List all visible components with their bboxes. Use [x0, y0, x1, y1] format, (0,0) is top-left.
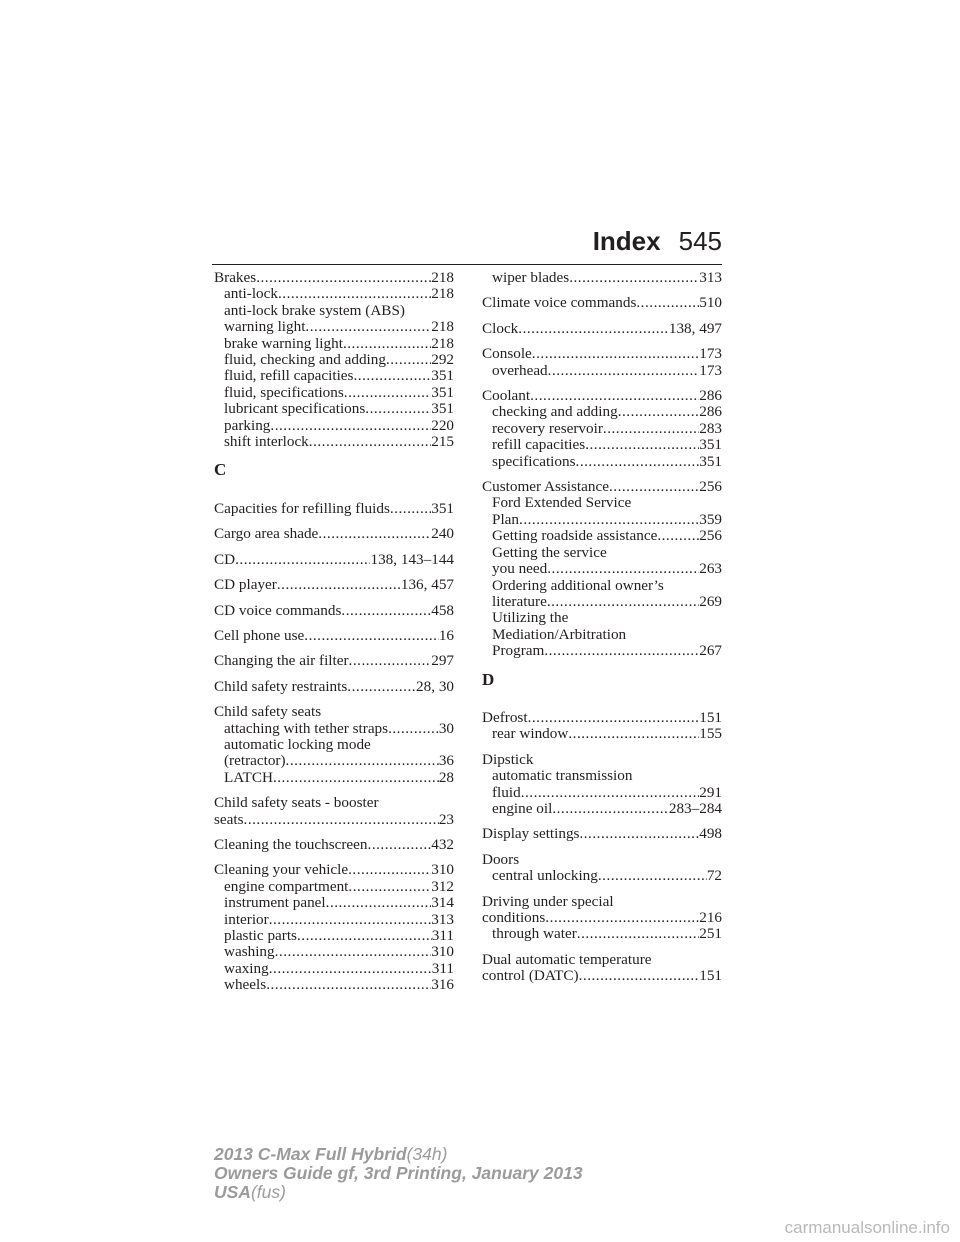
dot-leader — [579, 826, 699, 842]
index-subentry — [214, 912, 454, 928]
dot-leader — [518, 321, 669, 337]
index-term: Console — [482, 345, 532, 363]
dot-leader — [528, 710, 700, 726]
index-term: Dipstick — [482, 750, 534, 768]
index-term: waxing — [224, 959, 269, 977]
index-subentry — [214, 303, 454, 319]
page-reference: 283 — [699, 419, 722, 437]
page-title: Index — [592, 226, 661, 256]
page-reference: 151 — [699, 708, 722, 726]
page-reference: 351 — [431, 383, 454, 401]
index-term-line — [214, 577, 454, 593]
dot-leader — [609, 479, 699, 495]
dot-leader — [341, 603, 431, 619]
index-term: Ford Extended Service — [492, 494, 632, 512]
index-term: refill capacities — [492, 436, 586, 454]
index-subentry — [482, 270, 722, 286]
index-term: fluid, refill capacities — [224, 367, 354, 385]
index-term: literature — [492, 592, 547, 610]
page-reference: 173 — [699, 361, 722, 379]
page-reference: 72 — [706, 867, 722, 885]
page-reference: 30 — [438, 719, 454, 737]
dot-leader — [269, 961, 432, 977]
page-reference: 313 — [431, 910, 454, 928]
index-subentry — [482, 643, 722, 659]
index-term: parking — [224, 416, 271, 434]
dot-leader — [318, 526, 431, 542]
index-term-line — [482, 852, 722, 868]
dot-leader — [568, 726, 699, 742]
index-term: Clock — [482, 319, 519, 337]
index-subentry — [482, 421, 722, 437]
index-term: instrument panel — [224, 894, 326, 912]
index-term-line — [482, 710, 722, 726]
header-rule — [212, 264, 722, 265]
index-subentry — [482, 512, 722, 528]
dot-leader — [244, 812, 439, 828]
dot-leader — [545, 910, 699, 926]
index-term: anti-lock — [224, 285, 278, 303]
page-reference: 216 — [699, 909, 722, 926]
page-reference: 138, 143–144 — [370, 550, 454, 568]
index-term: CD voice commands — [214, 601, 342, 619]
page-reference: 28, 30 — [416, 677, 454, 695]
index-term: Plan — [492, 510, 520, 528]
dot-leader — [552, 801, 669, 817]
index-term: lubricant specifications — [224, 400, 366, 418]
index-term-line — [214, 704, 454, 720]
dot-leader — [390, 501, 431, 517]
index-subentry — [482, 454, 722, 470]
dot-leader — [388, 721, 439, 737]
index-term: central unlocking — [492, 867, 598, 885]
index-term-line — [482, 388, 722, 404]
page-reference: 311 — [431, 959, 454, 977]
dot-leader — [547, 594, 699, 610]
index-term: overhead — [492, 361, 548, 379]
dot-leader — [569, 270, 699, 286]
index-term: seats — [214, 810, 244, 828]
index-term: automatic transmission — [492, 767, 633, 785]
page-reference: 283–284 — [668, 799, 722, 817]
page-reference: 218 — [431, 269, 454, 286]
dot-leader — [304, 628, 439, 644]
page-reference: 251 — [699, 925, 722, 943]
index-entry — [214, 628, 454, 644]
index-entry — [482, 388, 722, 470]
page-reference: 215 — [431, 433, 454, 451]
index-term-line — [214, 628, 454, 644]
page-reference: 286 — [699, 387, 722, 405]
page-reference: 240 — [431, 525, 454, 543]
dot-leader — [365, 401, 431, 417]
page-reference: 218 — [431, 318, 454, 336]
index-term: fluid, checking and adding — [224, 351, 386, 369]
index-subentry — [482, 561, 722, 577]
page-reference: 28 — [438, 768, 454, 786]
index-term: through water — [492, 925, 577, 943]
dot-leader — [585, 437, 699, 453]
index-subentry — [214, 319, 454, 335]
page-reference: 269 — [699, 592, 722, 610]
index-term: shift interlock — [224, 433, 309, 451]
index-term-line — [214, 270, 454, 286]
index-term-line — [214, 795, 454, 811]
page-reference: 351 — [699, 436, 722, 454]
dot-leader — [521, 785, 700, 801]
index-subentry — [482, 627, 722, 643]
index-term-line — [214, 653, 454, 669]
index-term: Defrost — [482, 708, 528, 726]
dot-leader — [326, 895, 432, 911]
index-subentry — [482, 404, 722, 420]
index-term: washing — [224, 943, 275, 961]
page-reference: 312 — [431, 877, 454, 895]
dot-leader — [297, 928, 432, 944]
index-entry — [214, 837, 454, 853]
index-term: Cleaning the touchscreen — [214, 835, 368, 853]
page-reference: 286 — [699, 403, 722, 421]
index-entry — [482, 321, 722, 337]
index-term-line — [214, 526, 454, 542]
index-term: Customer Assistance — [482, 478, 609, 496]
page-reference: 292 — [431, 351, 454, 369]
index-entry — [214, 526, 454, 542]
page-reference: 16 — [438, 626, 454, 644]
index-subentry — [482, 578, 722, 594]
index-term: warning light — [224, 318, 306, 336]
index-subentry — [482, 726, 722, 742]
index-term: anti-lock brake system (ABS) — [224, 301, 405, 319]
index-term: Brakes — [214, 269, 257, 286]
index-term: Cleaning your vehicle — [214, 861, 349, 879]
index-term-line — [482, 346, 722, 362]
dot-leader — [278, 286, 431, 302]
index-term-line — [482, 826, 722, 842]
page-number: 545 — [678, 226, 722, 256]
page-reference: 311 — [431, 927, 454, 944]
index-term: LATCH — [224, 768, 273, 786]
index-term-line — [482, 295, 722, 311]
index-entry — [482, 346, 722, 379]
index-term: Ordering additional owner’s — [492, 576, 664, 594]
index-term: wiper blades — [492, 269, 570, 286]
page-reference: 155 — [699, 725, 722, 743]
dot-leader — [235, 552, 370, 568]
footer-line-2: Owners Guide gf, 3rd Printing, January 2013 — [214, 1163, 583, 1183]
dot-leader — [598, 868, 707, 884]
dot-leader — [519, 512, 699, 528]
index-term: brake warning light — [224, 334, 343, 352]
page-reference: 310 — [431, 861, 454, 879]
dot-leader — [347, 679, 416, 695]
index-term: plastic parts — [224, 927, 297, 944]
index-term: Doors — [482, 850, 520, 868]
index-term: Climate voice commands — [482, 294, 637, 312]
index-subentry — [214, 721, 454, 737]
section-letter: C — [214, 460, 227, 480]
page-reference: 310 — [431, 943, 454, 961]
index-term: attaching with tether straps — [224, 719, 389, 737]
index-subentry — [482, 926, 722, 942]
page-reference: 218 — [431, 334, 454, 352]
index-term-line — [482, 321, 722, 337]
dot-leader — [270, 418, 431, 434]
index-term: CD player — [214, 576, 277, 594]
index-term: checking and adding — [492, 403, 618, 421]
index-term: wheels — [224, 976, 267, 994]
dot-leader — [618, 404, 700, 420]
index-subentry — [482, 495, 722, 511]
page-reference: 314 — [431, 894, 454, 912]
index-subentry — [214, 944, 454, 960]
index-term: fluid — [492, 783, 521, 801]
page-reference: 173 — [699, 345, 722, 363]
index-subentry — [214, 961, 454, 977]
index-subentry — [214, 895, 454, 911]
index-entry — [214, 795, 454, 828]
page-reference: 351 — [431, 367, 454, 385]
index-term: control (DATC) — [482, 967, 579, 985]
page-reference: 23 — [438, 810, 454, 828]
index-entry — [482, 952, 722, 985]
index-term: interior — [224, 910, 269, 928]
dot-leader — [603, 421, 699, 437]
dot-leader — [348, 879, 431, 895]
dot-leader — [309, 434, 431, 450]
index-entry — [214, 552, 454, 568]
index-subentry — [482, 868, 722, 884]
index-term-line — [214, 812, 454, 828]
dot-leader — [343, 336, 431, 352]
index-subentry — [214, 434, 454, 450]
index-entry — [214, 704, 454, 786]
dot-leader — [577, 926, 699, 942]
index-subentry — [214, 336, 454, 352]
index-term: Capacities for refilling fluids — [214, 499, 390, 517]
index-term: Program — [492, 642, 545, 660]
index-subentry — [214, 737, 454, 753]
index-subentry — [482, 363, 722, 379]
index-entry — [482, 894, 722, 943]
index-term: Changing the air filter — [214, 652, 349, 670]
index-term-line — [214, 501, 454, 517]
index-term: (retractor) — [224, 752, 286, 770]
index-subentry — [214, 879, 454, 895]
page-reference: 313 — [699, 269, 722, 286]
index-entry — [214, 679, 454, 695]
index-entry — [482, 826, 722, 842]
index-subentry — [214, 368, 454, 384]
dot-leader — [256, 270, 431, 286]
index-entry — [482, 295, 722, 311]
index-entry — [482, 852, 722, 885]
page-reference: 136, 457 — [400, 576, 454, 594]
index-subentry — [214, 770, 454, 786]
page-reference: 256 — [699, 527, 722, 545]
index-subentry — [214, 418, 454, 434]
document-footer — [214, 1145, 583, 1202]
index-term: engine compartment — [224, 877, 349, 895]
index-entry — [214, 270, 454, 450]
index-term: Child safety seats - booster — [214, 794, 379, 812]
index-entry — [482, 479, 722, 659]
page-reference: 351 — [431, 400, 454, 418]
index-subentry — [482, 545, 722, 561]
page-reference: 267 — [699, 642, 722, 660]
index-term: engine oil — [492, 799, 553, 817]
dot-leader — [548, 363, 700, 379]
index-term: Child safety restraints — [214, 677, 348, 695]
index-entry — [214, 653, 454, 669]
index-subentry — [214, 977, 454, 993]
index-term: CD — [214, 550, 236, 568]
dot-leader — [530, 388, 699, 404]
footer-line-3: USA(fus) — [214, 1182, 286, 1202]
index-term: Dual automatic temperature — [482, 950, 652, 968]
index-column-left — [214, 270, 454, 1003]
index-term: fluid, specifications — [224, 383, 344, 401]
page-reference: 291 — [699, 783, 722, 801]
dot-leader — [269, 912, 432, 928]
index-subentry — [214, 385, 454, 401]
dot-leader — [349, 653, 432, 669]
index-term: you need — [492, 560, 548, 578]
section-letter: D — [482, 669, 495, 689]
index-term-line — [214, 552, 454, 568]
index-subentry — [482, 610, 722, 626]
index-term-line — [482, 910, 722, 926]
index-term: recovery reservoir — [492, 419, 603, 437]
index-term: automatic locking mode — [224, 735, 371, 753]
index-term: conditions — [482, 909, 546, 926]
page-reference: 351 — [431, 499, 454, 517]
page-reference: 316 — [431, 976, 454, 994]
index-term-line — [214, 837, 454, 853]
index-subentry — [482, 437, 722, 453]
index-entry — [214, 501, 454, 517]
dot-leader — [266, 977, 431, 993]
dot-leader — [579, 968, 700, 984]
index-term-line — [482, 968, 722, 984]
index-subentry — [214, 401, 454, 417]
index-term-line — [214, 603, 454, 619]
page-reference: 218 — [431, 285, 454, 303]
page-reference: 220 — [431, 416, 454, 434]
index-term: Cell phone use — [214, 626, 305, 644]
dot-leader — [547, 561, 699, 577]
page-reference: 256 — [699, 478, 722, 496]
index-term: Utilizing the — [492, 609, 569, 627]
dot-leader — [353, 368, 431, 384]
dot-leader — [368, 837, 432, 853]
index-subentry — [482, 801, 722, 817]
page-reference: 351 — [699, 452, 722, 470]
page-reference: 510 — [699, 294, 722, 312]
index-term-line — [482, 479, 722, 495]
index-term: Driving under special — [482, 892, 614, 910]
page-reference: 36 — [438, 752, 454, 770]
index-term-line — [214, 862, 454, 878]
index-subentry — [482, 528, 722, 544]
page-reference: 297 — [431, 652, 454, 670]
index-entry — [482, 752, 722, 818]
dot-leader — [348, 862, 431, 878]
index-entry — [214, 577, 454, 593]
page-reference: 359 — [699, 510, 722, 528]
index-term: rear window — [492, 725, 569, 743]
dot-leader — [275, 944, 432, 960]
dot-leader — [657, 528, 699, 544]
page-reference: 138, 497 — [668, 319, 722, 337]
index-term: Cargo area shade — [214, 525, 319, 543]
index-term-line — [482, 752, 722, 768]
index-term-line — [482, 894, 722, 910]
dot-leader — [576, 454, 700, 470]
dot-leader — [544, 643, 699, 659]
index-entry — [482, 270, 722, 286]
dot-leader — [344, 385, 431, 401]
page-reference: 432 — [431, 835, 454, 853]
page-reference: 498 — [699, 825, 722, 843]
index-term-line — [482, 952, 722, 968]
dot-leader — [386, 352, 431, 368]
watermark-text: carmanualsonline.info — [784, 1218, 950, 1237]
dot-leader — [273, 770, 439, 786]
index-subentry — [482, 768, 722, 784]
dot-leader — [277, 577, 401, 593]
page-header — [0, 226, 722, 266]
index-entry — [482, 710, 722, 743]
index-column-right — [482, 270, 722, 994]
dot-leader — [532, 346, 699, 362]
index-entry — [214, 603, 454, 619]
footer-line-1: 2013 C-Max Full Hybrid(34h) — [214, 1144, 448, 1164]
index-term: Mediation/Arbitration — [492, 625, 627, 643]
index-term: specifications — [492, 452, 576, 470]
dot-leader — [636, 295, 699, 311]
index-subentry — [214, 928, 454, 944]
page-reference: 151 — [699, 967, 722, 985]
index-term: Getting the service — [492, 543, 607, 561]
index-term: Coolant — [482, 387, 531, 405]
index-subentry — [214, 352, 454, 368]
index-term: Child safety seats — [214, 703, 322, 721]
index-term-line — [214, 679, 454, 695]
index-subentry — [214, 753, 454, 769]
page-reference: 263 — [699, 560, 722, 578]
index-subentry — [482, 594, 722, 610]
page-reference: 458 — [431, 601, 454, 619]
index-entry — [214, 862, 454, 993]
dot-leader — [305, 319, 431, 335]
index-term: Getting roadside assistance — [492, 527, 658, 545]
index-term: Display settings — [482, 825, 580, 843]
index-subentry — [214, 286, 454, 302]
dot-leader — [286, 753, 439, 769]
index-subentry — [482, 785, 722, 801]
